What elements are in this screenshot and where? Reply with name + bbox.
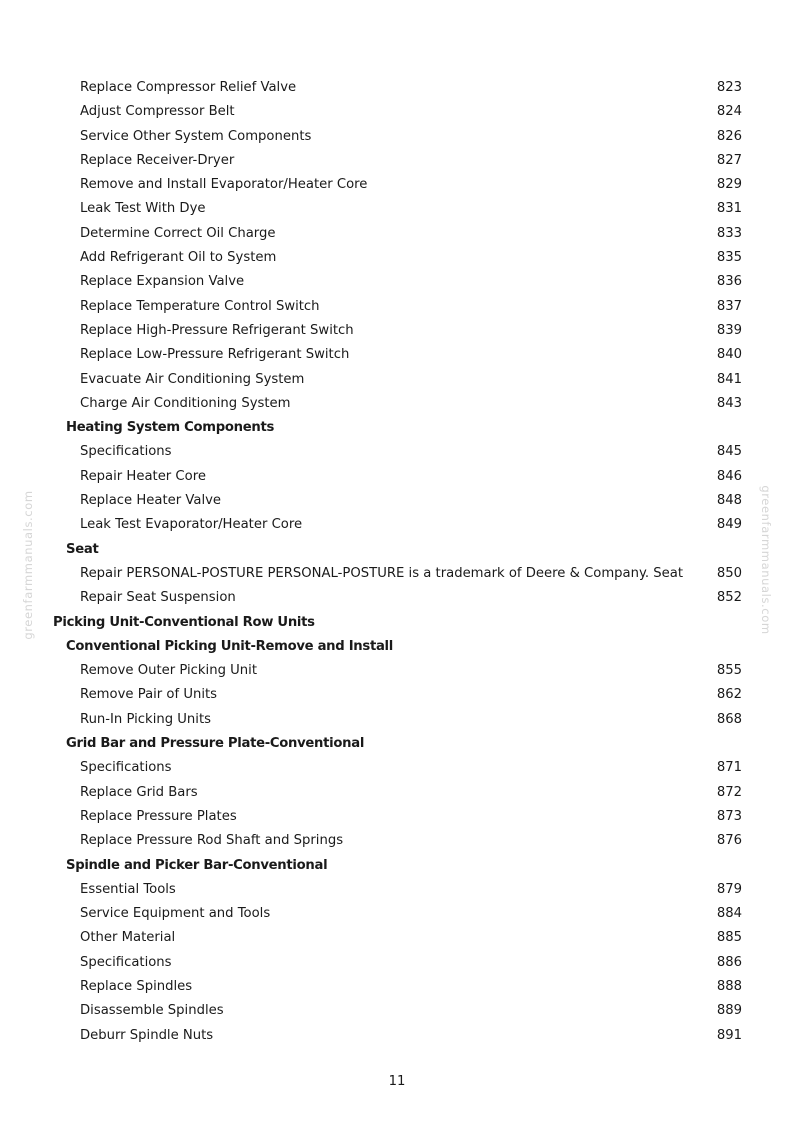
toc-section-heading[interactable] <box>0 538 794 562</box>
toc-entry-page: 876 <box>716 833 742 849</box>
toc-section-heading[interactable] <box>0 854 794 878</box>
toc-entry[interactable] <box>0 878 794 902</box>
toc-entry[interactable] <box>0 197 794 221</box>
toc-entry-page: 843 <box>716 395 742 411</box>
toc-entry-title: Specifications <box>80 444 172 460</box>
toc-entry[interactable] <box>0 829 794 853</box>
table-of-contents <box>0 76 794 1048</box>
toc-section-heading[interactable] <box>0 635 794 659</box>
toc-entry[interactable] <box>0 392 794 416</box>
toc-entry[interactable] <box>0 951 794 975</box>
toc-entry-page: 836 <box>716 274 742 290</box>
toc-entry[interactable] <box>0 465 794 489</box>
toc-entry-page: 855 <box>716 663 742 679</box>
toc-entry[interactable] <box>0 368 794 392</box>
toc-entry-page: 850 <box>716 565 742 581</box>
toc-entry-title: Replace Heater Valve <box>80 493 222 509</box>
toc-entry-page: 872 <box>716 784 742 800</box>
toc-entry-page: 845 <box>716 444 742 460</box>
toc-entry[interactable] <box>0 975 794 999</box>
toc-entry-page: 835 <box>716 250 742 266</box>
toc-entry[interactable] <box>0 683 794 707</box>
toc-entry-title: Replace Low-Pressure Refrigerant Switch <box>80 347 350 363</box>
toc-entry-page: 879 <box>716 881 742 897</box>
toc-entry[interactable] <box>0 926 794 950</box>
toc-entry-page: 833 <box>716 225 742 241</box>
toc-entry-title: Service Equipment and Tools <box>80 906 271 922</box>
toc-entry-page: 829 <box>716 177 742 193</box>
toc-entry-title: Leak Test With Dye <box>80 201 206 217</box>
toc-entry-page: 886 <box>716 954 742 970</box>
toc-entry-title: Adjust Compressor Belt <box>80 104 235 120</box>
toc-entry[interactable] <box>0 343 794 367</box>
toc-entry-page: 849 <box>716 517 742 533</box>
toc-entry-title: Remove Outer Picking Unit <box>80 663 257 679</box>
toc-entry[interactable] <box>0 805 794 829</box>
toc-entry-title: Remove Pair of Units <box>80 687 218 703</box>
toc-entry-title: Charge Air Conditioning System <box>80 395 291 411</box>
toc-section-heading[interactable] <box>0 732 794 756</box>
toc-section-heading[interactable] <box>0 416 794 440</box>
watermark-left: greenfarmmanuals.com <box>21 490 35 640</box>
toc-entry-page: 826 <box>716 128 742 144</box>
toc-entry-title: Repair Seat Suspension <box>80 590 236 606</box>
toc-entry-page: 868 <box>716 711 742 727</box>
toc-entry-page: 891 <box>716 1027 742 1043</box>
toc-entry[interactable] <box>0 319 794 343</box>
toc-entry[interactable] <box>0 902 794 926</box>
toc-entry[interactable] <box>0 100 794 124</box>
toc-entry[interactable] <box>0 76 794 100</box>
toc-entry-title: Replace Temperature Control Switch <box>80 298 320 314</box>
toc-entry-page: 873 <box>716 808 742 824</box>
toc-entry[interactable] <box>0 781 794 805</box>
toc-entry-page: 831 <box>716 201 742 217</box>
toc-entry-title: Heating System Components <box>66 420 275 436</box>
toc-entry-title: Other Material <box>80 930 176 946</box>
toc-entry[interactable] <box>0 708 794 732</box>
toc-entry-title: Replace Expansion Valve <box>80 274 245 290</box>
toc-entry-page: 837 <box>716 298 742 314</box>
toc-entry-page: 824 <box>716 104 742 120</box>
toc-entry[interactable] <box>0 999 794 1023</box>
toc-entry[interactable] <box>0 1024 794 1048</box>
toc-entry[interactable] <box>0 222 794 246</box>
toc-entry[interactable] <box>0 513 794 537</box>
toc-entry-page: 823 <box>716 80 742 95</box>
toc-entry-title: Run-In Picking Units <box>80 711 211 727</box>
toc-entry[interactable] <box>0 295 794 319</box>
toc-entry[interactable] <box>0 586 794 610</box>
toc-entry[interactable] <box>0 659 794 683</box>
toc-entry-title: Grid Bar and Pressure Plate-Conventional <box>66 736 365 752</box>
toc-entry-title: Evacuate Air Conditioning System <box>80 371 305 387</box>
toc-entry-title: Replace High-Pressure Refrigerant Switch <box>80 322 354 338</box>
toc-entry[interactable] <box>0 440 794 464</box>
toc-entry-title: Replace Compressor Relief Valve <box>80 80 297 95</box>
toc-entry-title: Leak Test Evaporator/Heater Core <box>80 517 303 533</box>
toc-entry-page: 846 <box>716 468 742 484</box>
toc-entry[interactable] <box>0 270 794 294</box>
toc-entry-title: Replace Pressure Rod Shaft and Springs <box>80 833 344 849</box>
toc-entry-page: 862 <box>716 687 742 703</box>
toc-entry-title: Conventional Picking Unit-Remove and Install <box>66 638 393 654</box>
toc-entry[interactable] <box>0 562 794 586</box>
toc-entry-title: Specifications <box>80 954 172 970</box>
toc-entry-title: Replace Grid Bars <box>80 784 198 800</box>
toc-entry-page: 885 <box>716 930 742 946</box>
toc-entry-title: Disassemble Spindles <box>80 1003 224 1019</box>
toc-section-heading[interactable] <box>0 611 794 635</box>
toc-entry-title: Specifications <box>80 760 172 776</box>
toc-entry-title: Replace Receiver-Dryer <box>80 152 235 168</box>
toc-entry[interactable] <box>0 173 794 197</box>
toc-entry-title: Spindle and Picker Bar-Conventional <box>66 857 328 873</box>
toc-entry-title: Repair PERSONAL-POSTURE PERSONAL-POSTURE is a trademark of Deere & Company. Seat <box>80 565 684 581</box>
watermark-right: greenfarmmanuals.com <box>759 485 773 635</box>
toc-entry-title: Remove and Install Evaporator/Heater Core <box>80 177 368 193</box>
toc-entry-page: 841 <box>716 371 742 387</box>
toc-entry-title: Picking Unit-Conventional Row Units <box>53 614 315 630</box>
toc-entry-title: Replace Spindles <box>80 978 193 994</box>
toc-entry-title: Deburr Spindle Nuts <box>80 1027 214 1043</box>
toc-entry-page: 889 <box>716 1003 742 1019</box>
toc-entry-title: Essential Tools <box>80 881 176 897</box>
toc-entry-page: 888 <box>716 978 742 994</box>
toc-entry-page: 871 <box>716 760 742 776</box>
toc-entry[interactable] <box>0 489 794 513</box>
toc-entry[interactable] <box>0 756 794 780</box>
toc-entry-title: Seat <box>66 541 99 557</box>
toc-entry-title: Replace Pressure Plates <box>80 808 237 824</box>
toc-entry-page: 852 <box>716 590 742 606</box>
toc-entry-page: 827 <box>716 152 742 168</box>
toc-entry[interactable] <box>0 125 794 149</box>
toc-entry-page: 884 <box>716 906 742 922</box>
toc-entry-page: 840 <box>716 347 742 363</box>
toc-entry[interactable] <box>0 149 794 173</box>
toc-entry-title: Add Refrigerant Oil to System <box>80 250 277 266</box>
toc-entry-title: Service Other System Components <box>80 128 312 144</box>
toc-entry-page: 839 <box>716 322 742 338</box>
toc-entry-title: Repair Heater Core <box>80 468 206 484</box>
toc-entry[interactable] <box>0 246 794 270</box>
toc-entry-title: Determine Correct Oil Charge <box>80 225 276 241</box>
toc-entry-page: 848 <box>716 493 742 509</box>
page-number: 11 <box>388 1074 406 1089</box>
